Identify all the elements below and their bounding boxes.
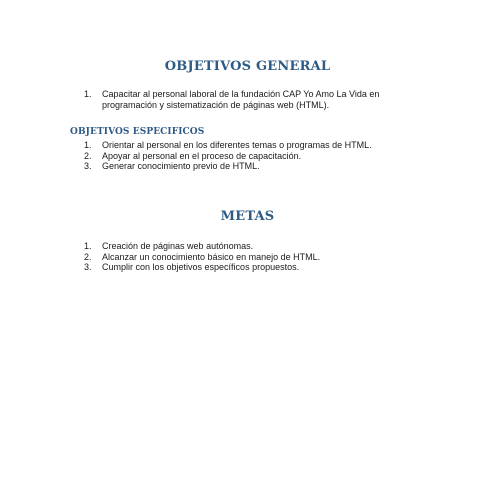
list-item-number: 1.: [84, 89, 92, 99]
list-item-text: Orientar al personal en los diferentes temas o programas de HTML.: [102, 140, 372, 150]
list-item: [84, 241, 414, 252]
list-item-number: 3.: [84, 161, 92, 171]
list-item: [84, 89, 414, 110]
list-item-text: Generar conocimiento previo de HTML.: [102, 161, 260, 171]
objetivos-especificos-list: [84, 140, 414, 172]
list-item-text: Alcanzar un conocimiento básico en manejo de HTML.: [102, 251, 321, 262]
list-item: [84, 262, 414, 273]
list-item-number: 2.: [84, 251, 92, 262]
list-item-number: 2.: [84, 150, 92, 161]
list-item-number: 1.: [84, 241, 92, 251]
list-item: [84, 140, 414, 151]
list-item-text: Apoyar al personal en el proceso de capacitación.: [102, 150, 302, 161]
list-item-text: Cumplir con los objetivos específicos propuestos.: [102, 262, 300, 272]
objetivos-especificos-heading: OBJETIVOS ESPECIFICOS: [70, 127, 205, 137]
metas-list: [84, 241, 414, 273]
list-item-number: 1.: [84, 140, 92, 150]
list-item: [84, 161, 414, 172]
list-item-number: 3.: [84, 262, 92, 272]
objetivos-general-heading: OBJETIVOS GENERAL: [164, 59, 331, 74]
list-item: [84, 151, 414, 162]
objetivos-general-list: [84, 89, 414, 110]
list-item-text: Creación de páginas web autónomas.: [102, 241, 254, 251]
metas-heading: METAS: [220, 209, 275, 224]
list-item-text: Capacitar al personal laboral de la fundación CAP Yo Amo La Vida en programación y sistematización de páginas web (HTML).: [102, 89, 380, 110]
list-item: [84, 252, 414, 263]
